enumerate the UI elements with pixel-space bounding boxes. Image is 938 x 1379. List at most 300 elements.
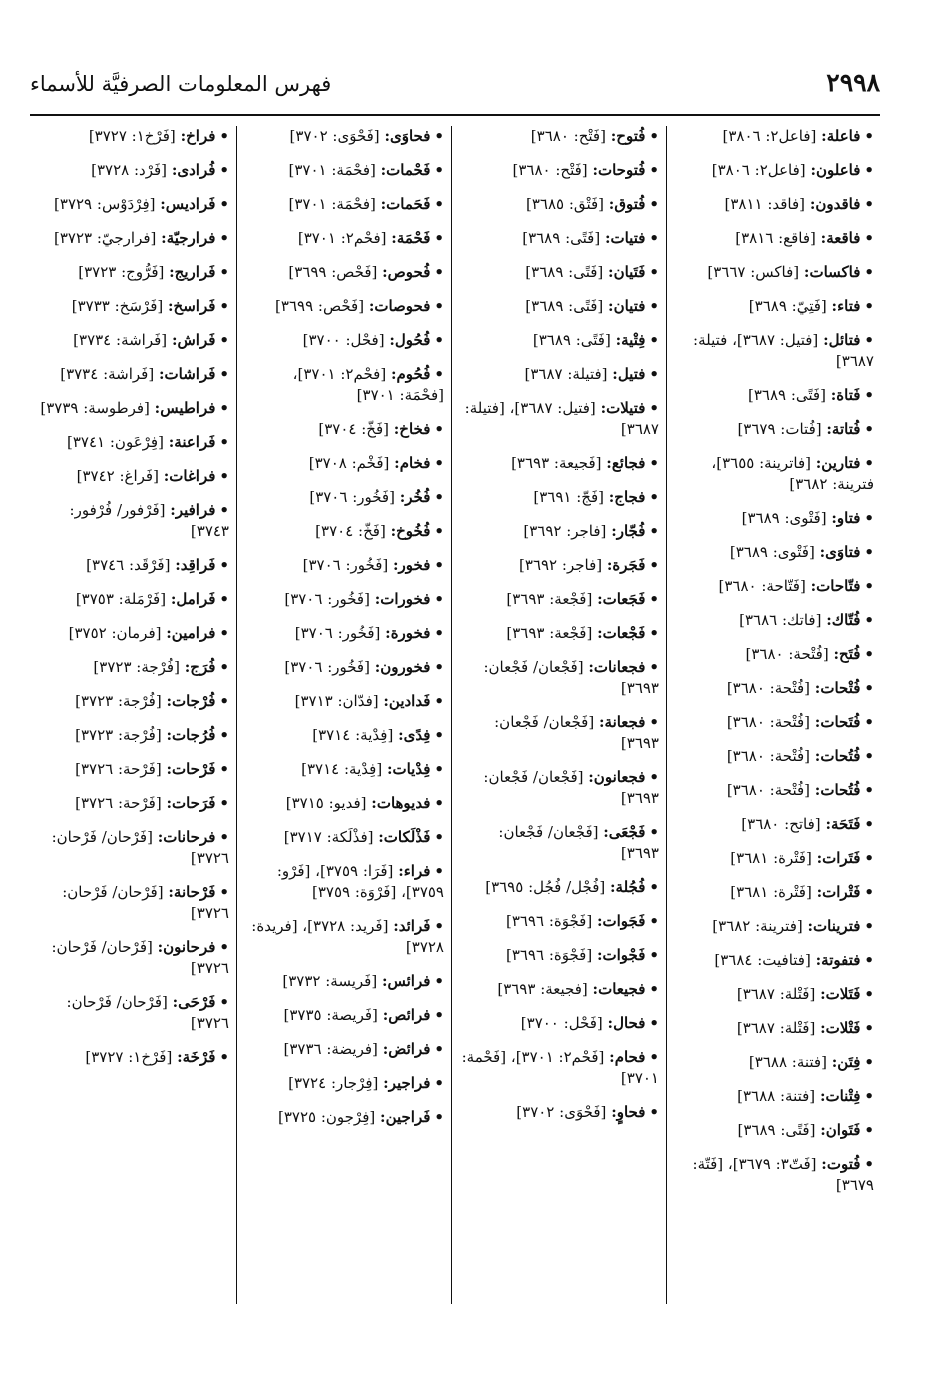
index-entry bbox=[674, 508, 874, 529]
entry-reference: [فَحْوَى: ٣٧٠٢] bbox=[516, 1103, 607, 1121]
bullet-icon: • bbox=[219, 127, 229, 145]
entry-headword: فَتَيان: bbox=[608, 263, 646, 281]
entry-reference: [فَرْسَخ: ٣٧٣٣] bbox=[71, 297, 164, 315]
entry-headword: فرائص: bbox=[382, 1006, 431, 1024]
bullet-icon: • bbox=[649, 768, 659, 786]
entry-headword: فِتْنات: bbox=[819, 1087, 861, 1105]
index-entry bbox=[36, 657, 229, 678]
index-entry bbox=[36, 827, 229, 869]
entry-reference: [فريضة: ٣٧٣٦] bbox=[283, 1040, 378, 1058]
entry-reference: [فَحْوَى: ٣٧٠٢] bbox=[289, 127, 380, 145]
entry-reference: [فَجْعان/ فَجْعان: ٣٦٩٣] bbox=[483, 658, 659, 697]
entry-headword: فَراعنة: bbox=[168, 433, 216, 451]
entry-reference: [فرارجيّ: ٣٧٢٣] bbox=[53, 229, 157, 247]
entry-reference: [فُتْحة: ٣٦٨٠] bbox=[745, 645, 829, 663]
entry-headword: فاعلة: bbox=[821, 127, 861, 145]
bullet-icon: • bbox=[434, 1074, 444, 1092]
entry-reference: [فَخْم: ٣٧٠٨] bbox=[308, 454, 390, 472]
bullet-icon: • bbox=[864, 883, 874, 901]
entry-reference: [فَراشة: ٣٧٣٤] bbox=[73, 331, 168, 349]
index-entry bbox=[459, 126, 659, 147]
bullet-icon: • bbox=[434, 624, 444, 642]
bullet-icon: • bbox=[649, 522, 659, 540]
index-entry bbox=[244, 1073, 444, 1094]
bullet-icon: • bbox=[649, 912, 659, 930]
index-entry bbox=[244, 194, 444, 215]
bullet-icon: • bbox=[864, 161, 874, 179]
entry-headword: فرحانون: bbox=[157, 938, 216, 956]
bullet-icon: • bbox=[864, 985, 874, 1003]
index-entry bbox=[459, 657, 659, 699]
index-entry bbox=[244, 725, 444, 746]
entry-reference: [فحْمَة: ٣٧٠١] bbox=[288, 195, 376, 213]
entry-headword: فَتَلات: bbox=[820, 985, 861, 1003]
index-entry bbox=[36, 691, 229, 712]
entry-reference: [فَرْخ١: ٣٧٢٧] bbox=[88, 127, 176, 145]
entry-reference: [فُجْل/ فُجُل: ٣٦٩٥] bbox=[485, 878, 606, 896]
bullet-icon: • bbox=[864, 386, 874, 404]
index-entry bbox=[674, 678, 874, 699]
bullet-icon: • bbox=[434, 365, 444, 383]
bullet-icon: • bbox=[219, 331, 229, 349]
entry-headword: فَرَحات: bbox=[166, 794, 216, 812]
entry-reference: [فَرْحان/ فَرْحان: ٣٧٢٦] bbox=[62, 883, 229, 922]
entry-headword: فُرادى: bbox=[171, 161, 216, 179]
bullet-icon: • bbox=[649, 1103, 659, 1121]
entry-reference: [فَخّ: ٣٧٠٤] bbox=[318, 420, 389, 438]
entry-reference: [فَرْخ١: ٣٧٢٧] bbox=[85, 1048, 173, 1066]
entry-reference: [فَريسة: ٣٧٣٢] bbox=[282, 972, 378, 990]
entry-headword: فتيان: bbox=[608, 297, 646, 315]
bullet-icon: • bbox=[434, 828, 444, 846]
entry-headword: فاعلون: bbox=[810, 161, 861, 179]
bullet-icon: • bbox=[434, 127, 444, 145]
entry-headword: فتاوَى: bbox=[819, 543, 861, 561]
bullet-icon: • bbox=[649, 1048, 659, 1066]
bullet-icon: • bbox=[864, 454, 874, 472]
bullet-icon: • bbox=[434, 556, 444, 574]
entry-headword: فتيات: bbox=[604, 229, 646, 247]
index-entry bbox=[36, 398, 229, 419]
index-entry bbox=[459, 364, 659, 385]
entry-reference: [فحْم٢: ٣٧٠١]، [فحْمَة: ٣٧٠١] bbox=[292, 365, 444, 404]
bullet-icon: • bbox=[434, 692, 444, 710]
entry-reference: [فَرُّوج: ٣٧٢٣] bbox=[78, 263, 165, 281]
entry-headword: فَرْحَى: bbox=[172, 993, 216, 1011]
entry-reference: [فَجّ: ٣٦٩١] bbox=[533, 488, 604, 506]
entry-headword: فَجَعات: bbox=[597, 590, 646, 608]
index-entry bbox=[244, 759, 444, 780]
bullet-icon: • bbox=[864, 1121, 874, 1139]
entry-reference: [فتنة: ٣٦٨٨] bbox=[737, 1087, 816, 1105]
index-entry bbox=[674, 814, 874, 835]
index-entry bbox=[244, 916, 444, 958]
bullet-icon: • bbox=[219, 297, 229, 315]
index-entry bbox=[36, 725, 229, 746]
index-entry bbox=[459, 1047, 659, 1089]
index-entry bbox=[674, 1052, 874, 1073]
entry-reference: [فَتًى: ٣٦٨٩] bbox=[532, 331, 611, 349]
index-entry bbox=[459, 521, 659, 542]
entry-reference: [فَجْعان/ فَجْعان: ٣٦٩٣] bbox=[494, 713, 659, 752]
bullet-icon: • bbox=[649, 658, 659, 676]
bullet-icon: • bbox=[219, 1048, 229, 1066]
bullet-icon: • bbox=[864, 263, 874, 281]
bullet-icon: • bbox=[219, 229, 229, 247]
entry-reference: [فِرْعَون: ٣٧٤١] bbox=[67, 433, 164, 451]
entry-headword: فراء: bbox=[398, 862, 431, 880]
index-entry bbox=[459, 877, 659, 898]
entry-headword: فُتْحات: bbox=[814, 679, 861, 697]
index-column-3 bbox=[238, 126, 450, 1304]
entry-reference: [فَرْقَد: ٣٧٤٦] bbox=[86, 556, 171, 574]
bullet-icon: • bbox=[219, 658, 229, 676]
entry-reference: [فحْل: ٣٧٠٠] bbox=[302, 331, 385, 349]
entry-headword: فُجّار: bbox=[611, 522, 646, 540]
bullet-icon: • bbox=[864, 713, 874, 731]
entry-headword: فاقدون: bbox=[809, 195, 861, 213]
entry-reference: [فَتْح: ٣٦٨٠] bbox=[530, 127, 606, 145]
entry-headword: فراطيس: bbox=[154, 399, 216, 417]
entry-reference: [فَخُور: ٣٧٠٦] bbox=[294, 624, 381, 642]
index-entry bbox=[244, 364, 444, 406]
index-entry bbox=[459, 487, 659, 508]
entry-reference: [فَرْمَلة: ٣٧٥٣] bbox=[75, 590, 167, 608]
page-number: ٢٩٩٨ bbox=[826, 68, 880, 97]
entry-headword: فُخُر: bbox=[399, 488, 431, 506]
index-entry bbox=[674, 228, 874, 249]
bullet-icon: • bbox=[864, 1019, 874, 1037]
entry-reference: [فتيلة: ٣٦٨٧] bbox=[524, 365, 608, 383]
bullet-icon: • bbox=[649, 229, 659, 247]
entry-headword: فَتْلات: bbox=[820, 1019, 861, 1037]
bullet-icon: • bbox=[219, 938, 229, 956]
bullet-icon: • bbox=[649, 1014, 659, 1032]
bullet-icon: • bbox=[219, 883, 229, 901]
bullet-icon: • bbox=[649, 488, 659, 506]
entry-headword: فُرَج: bbox=[184, 658, 216, 676]
entry-headword: فتاء: bbox=[831, 297, 861, 315]
bullet-icon: • bbox=[649, 980, 659, 998]
index-entry bbox=[36, 364, 229, 385]
entry-reference: [فَريد: ٣٧٢٨]، [فريدة: ٣٧٢٨] bbox=[251, 917, 444, 956]
bullet-icon: • bbox=[864, 331, 874, 349]
entry-headword: فجيعات: bbox=[592, 980, 646, 998]
index-entry bbox=[36, 160, 229, 181]
entry-headword: فَتَحَة: bbox=[825, 815, 861, 833]
entry-headword: فَجْوات: bbox=[596, 946, 646, 964]
index-entry bbox=[674, 984, 874, 1005]
bullet-icon: • bbox=[649, 365, 659, 383]
entry-reference: [فَجْوَة: ٣٦٩٦] bbox=[505, 912, 593, 930]
bullet-icon: • bbox=[864, 781, 874, 799]
index-entry bbox=[674, 746, 874, 767]
bullet-icon: • bbox=[434, 862, 444, 880]
bullet-icon: • bbox=[434, 488, 444, 506]
bullet-icon: • bbox=[434, 917, 444, 935]
entry-headword: فَراسخ: bbox=[168, 297, 216, 315]
index-entry bbox=[459, 979, 659, 1000]
bullet-icon: • bbox=[864, 297, 874, 315]
bullet-icon: • bbox=[434, 263, 444, 281]
index-entry bbox=[459, 296, 659, 317]
bullet-icon: • bbox=[434, 972, 444, 990]
entry-reference: [فَراغ: ٣٧٤٢] bbox=[76, 467, 159, 485]
running-title: فهرس المعلومات الصرفيَّة للأسماء bbox=[30, 72, 332, 96]
index-entry bbox=[36, 432, 229, 453]
entry-headword: فُرْجات: bbox=[166, 692, 216, 710]
index-entry bbox=[674, 1154, 874, 1196]
entry-headword: فديوهات: bbox=[371, 794, 431, 812]
entry-reference: [فذْلَكة: ٣٧١٧] bbox=[283, 828, 374, 846]
entry-reference: [فَريصة: ٣٧٣٥] bbox=[283, 1006, 378, 1024]
index-entry bbox=[459, 589, 659, 610]
entry-reference: [فاتح: ٣٦٨٠] bbox=[741, 815, 821, 833]
entry-reference: [فديو: ٣٧١٥] bbox=[285, 794, 367, 812]
entry-headword: فرائس: bbox=[381, 972, 431, 990]
entry-reference: [فتنة: ٣٦٨٨] bbox=[748, 1053, 827, 1071]
index-entry bbox=[244, 623, 444, 644]
bullet-icon: • bbox=[219, 828, 229, 846]
entry-headword: فجعانات: bbox=[588, 658, 646, 676]
entry-headword: فتائل: bbox=[823, 331, 861, 349]
index-entry bbox=[244, 521, 444, 542]
index-entry bbox=[36, 589, 229, 610]
entry-headword: فخورة: bbox=[385, 624, 431, 642]
entry-reference: [فَتّ٣: ٣٦٧٩]، [فَتّة: ٣٦٧٩] bbox=[692, 1155, 874, 1194]
entry-reference: [فِرْجار: ٣٧٢٤] bbox=[288, 1074, 379, 1092]
index-entry bbox=[674, 194, 874, 215]
bullet-icon: • bbox=[864, 195, 874, 213]
entry-headword: فُحُوم: bbox=[390, 365, 431, 383]
entry-headword: فَراجين: bbox=[380, 1108, 431, 1126]
entry-headword: فَتاة: bbox=[830, 386, 861, 404]
index-entry bbox=[674, 126, 874, 147]
entry-headword: فجاج: bbox=[608, 488, 646, 506]
bullet-icon: • bbox=[219, 760, 229, 778]
entry-reference: [فاترينة: ٣٦٥٥]، فترينة: ٣٦٨٢] bbox=[711, 454, 874, 493]
index-entry bbox=[674, 916, 874, 937]
entry-headword: فَحْمَة: bbox=[391, 229, 431, 247]
entry-headword: فحال: bbox=[607, 1014, 646, 1032]
bullet-icon: • bbox=[219, 726, 229, 744]
entry-reference: [فَجْعان/ فَجْعان: ٣٦٩٣] bbox=[498, 823, 659, 862]
entry-reference: [فَجْوَة: ٣٦٩٦] bbox=[505, 946, 593, 964]
index-entry bbox=[244, 419, 444, 440]
index-entry bbox=[674, 576, 874, 597]
bullet-icon: • bbox=[864, 679, 874, 697]
entry-headword: فرافير: bbox=[170, 501, 216, 519]
entry-headword: فاكسات: bbox=[803, 263, 861, 281]
entry-reference: [فَتْلة: ٣٦٨٧] bbox=[736, 1019, 816, 1037]
entry-reference: [فترينة: ٣٦٨٢] bbox=[712, 917, 803, 935]
bullet-icon: • bbox=[434, 590, 444, 608]
index-entry bbox=[459, 160, 659, 181]
bullet-icon: • bbox=[219, 467, 229, 485]
index-entry bbox=[244, 160, 444, 181]
entry-reference: [فَحْل: ٣٧٠٠] bbox=[520, 1014, 603, 1032]
entry-headword: فَجَرة: bbox=[606, 556, 646, 574]
entry-reference: [فتافيت: ٣٦٨٤] bbox=[714, 951, 811, 969]
index-entry bbox=[459, 1102, 659, 1123]
entry-headword: فَتَرات: bbox=[816, 849, 861, 867]
index-entry bbox=[244, 228, 444, 249]
header-rule bbox=[30, 114, 880, 116]
index-entry bbox=[36, 937, 229, 979]
bullet-icon: • bbox=[649, 399, 659, 417]
bullet-icon: • bbox=[434, 726, 444, 744]
index-entry bbox=[36, 793, 229, 814]
entry-reference: [فُتْحة: ٣٦٨٠] bbox=[726, 781, 811, 799]
entry-reference: [فَتْوى: ٣٦٨٩] bbox=[741, 509, 827, 527]
bullet-icon: • bbox=[649, 263, 659, 281]
bullet-icon: • bbox=[649, 946, 659, 964]
index-entry bbox=[459, 330, 659, 351]
entry-reference: [فَحْم٢: ٣٧٠١]، [فَحْمة: ٣٧٠١] bbox=[461, 1048, 659, 1087]
entry-headword: فراجير: bbox=[383, 1074, 431, 1092]
entry-headword: فُجُلة: bbox=[610, 878, 646, 896]
entry-headword: فَذْلَكات: bbox=[378, 828, 431, 846]
index-entry bbox=[459, 228, 659, 249]
entry-headword: فَراش: bbox=[171, 331, 216, 349]
entry-headword: فَراشات: bbox=[158, 365, 216, 383]
entry-reference: [فُتْحة: ٣٦٨٠] bbox=[726, 679, 811, 697]
index-entry bbox=[459, 767, 659, 809]
index-entry bbox=[36, 1047, 229, 1068]
entry-headword: فِتْية: bbox=[615, 331, 646, 349]
entry-headword: فتارين: bbox=[815, 454, 861, 472]
index-entry bbox=[244, 296, 444, 317]
bullet-icon: • bbox=[864, 917, 874, 935]
entry-reference: [فاقع: ٣٨١٦] bbox=[735, 229, 816, 247]
entry-reference: [فجيعة: ٣٦٩٣] bbox=[497, 980, 588, 998]
bullet-icon: • bbox=[219, 794, 229, 812]
entry-reference: [فَجْعان/ فَجْعان: ٣٦٩٣] bbox=[483, 768, 659, 807]
entry-headword: فترينات: bbox=[807, 917, 861, 935]
entry-headword: فَراقِد: bbox=[175, 556, 216, 574]
index-entry bbox=[459, 712, 659, 754]
index-entry bbox=[674, 848, 874, 869]
bullet-icon: • bbox=[864, 127, 874, 145]
index-entry bbox=[36, 992, 229, 1034]
entry-headword: فَجْعات: bbox=[597, 624, 646, 642]
bullet-icon: • bbox=[434, 420, 444, 438]
bullet-icon: • bbox=[434, 760, 444, 778]
index-columns bbox=[30, 126, 880, 1304]
entry-reference: [فُرْجة: ٣٧٢٣] bbox=[93, 658, 180, 676]
entry-reference: [فَخُور: ٣٧٠٦] bbox=[302, 556, 389, 574]
index-entry bbox=[244, 589, 444, 610]
index-entry bbox=[674, 1086, 874, 1107]
entry-headword: فَحَمات: bbox=[380, 195, 431, 213]
index-entry bbox=[459, 945, 659, 966]
index-entry bbox=[674, 262, 874, 283]
index-entry bbox=[674, 296, 874, 317]
bullet-icon: • bbox=[864, 747, 874, 765]
entry-reference: [فَجيعة: ٣٦٩٣] bbox=[511, 454, 602, 472]
bullet-icon: • bbox=[864, 815, 874, 833]
index-entry bbox=[244, 487, 444, 508]
entry-headword: فاقعة: bbox=[820, 229, 861, 247]
entry-reference: [فَرْحة: ٣٧٢٦] bbox=[75, 794, 162, 812]
bullet-icon: • bbox=[219, 161, 229, 179]
entry-reference: [فاعل٢: ٣٨٠٦] bbox=[711, 161, 806, 179]
bullet-icon: • bbox=[864, 1087, 874, 1105]
entry-headword: فُتّاك: bbox=[826, 611, 861, 629]
entry-reference: [فَخّ: ٣٧٠٤] bbox=[315, 522, 386, 540]
entry-reference: [فَتْلة: ٣٦٨٧] bbox=[736, 985, 816, 1003]
entry-reference: [فحْم٢: ٣٧٠١] bbox=[297, 229, 387, 247]
entry-reference: [فَرْد: ٣٧٢٨] bbox=[91, 161, 168, 179]
entry-reference: [فُتْحة: ٣٦٨٠] bbox=[726, 747, 811, 765]
entry-reference: [فاكس: ٣٦٦٧] bbox=[707, 263, 800, 281]
entry-reference: [فتيل: ٣٦٨٧]، [فتيلة: ٣٦٨٧] bbox=[464, 399, 659, 438]
entry-reference: [فُتْحة: ٣٦٨٠] bbox=[726, 713, 811, 731]
entry-headword: فَحْمات: bbox=[380, 161, 431, 179]
entry-headword: فخور: bbox=[393, 556, 431, 574]
index-entry bbox=[674, 644, 874, 665]
bullet-icon: • bbox=[219, 692, 229, 710]
entry-reference: [فُرْجة: ٣٧٢٣] bbox=[75, 692, 162, 710]
entry-reference: [فَتِيّ: ٣٦٨٩] bbox=[748, 297, 827, 315]
bullet-icon: • bbox=[649, 454, 659, 472]
entry-headword: فجعانون: bbox=[588, 768, 646, 786]
entry-reference: [فِدْية: ٣٧١٤] bbox=[301, 760, 383, 778]
entry-reference: [فَتْرة: ٣٦٨١] bbox=[730, 883, 812, 901]
bullet-icon: • bbox=[864, 420, 874, 438]
entry-headword: فُحُول: bbox=[389, 331, 431, 349]
index-column-2 bbox=[453, 126, 665, 1304]
bullet-icon: • bbox=[864, 577, 874, 595]
index-entry bbox=[36, 555, 229, 576]
entry-reference: [فَتًى: ٣٦٨٩] bbox=[525, 263, 604, 281]
bullet-icon: • bbox=[864, 1155, 874, 1173]
index-entry bbox=[244, 1107, 444, 1128]
entry-headword: فَرائد: bbox=[393, 917, 431, 935]
entry-headword: فَراريج: bbox=[169, 263, 216, 281]
bullet-icon: • bbox=[219, 590, 229, 608]
index-entry bbox=[459, 194, 659, 215]
bullet-icon: • bbox=[219, 365, 229, 383]
entry-reference: [فرمان: ٣٧٥٢] bbox=[68, 624, 162, 642]
entry-reference: [فاقد: ٣٨١١] bbox=[724, 195, 806, 213]
entry-headword: فتفوتة: bbox=[815, 951, 861, 969]
entry-reference: [فَحْص: ٣٦٩٩] bbox=[275, 297, 365, 315]
bullet-icon: • bbox=[649, 590, 659, 608]
bullet-icon: • bbox=[649, 713, 659, 731]
entry-headword: فخاخ: bbox=[393, 420, 431, 438]
entry-reference: [فَتْرة: ٣٦٨١] bbox=[730, 849, 812, 867]
entry-headword: فحوصات: bbox=[368, 297, 431, 315]
entry-headword: فُخُوخ: bbox=[390, 522, 431, 540]
bullet-icon: • bbox=[434, 1108, 444, 1126]
bullet-icon: • bbox=[434, 1040, 444, 1058]
entry-reference: [فاتك: ٣٦٨٦] bbox=[739, 611, 822, 629]
bullet-icon: • bbox=[649, 624, 659, 642]
entry-headword: فرامين: bbox=[166, 624, 216, 642]
index-entry bbox=[36, 500, 229, 542]
bullet-icon: • bbox=[864, 645, 874, 663]
index-entry bbox=[244, 1039, 444, 1060]
bullet-icon: • bbox=[649, 331, 659, 349]
entry-headword: فحاوٍ: bbox=[611, 1103, 646, 1121]
entry-headword: فجائع: bbox=[606, 454, 646, 472]
entry-headword: فِتَن: bbox=[831, 1053, 861, 1071]
index-entry bbox=[459, 911, 659, 932]
entry-headword: فِدْيات: bbox=[386, 760, 431, 778]
bullet-icon: • bbox=[864, 951, 874, 969]
entry-headword: فُتوق: bbox=[608, 195, 646, 213]
